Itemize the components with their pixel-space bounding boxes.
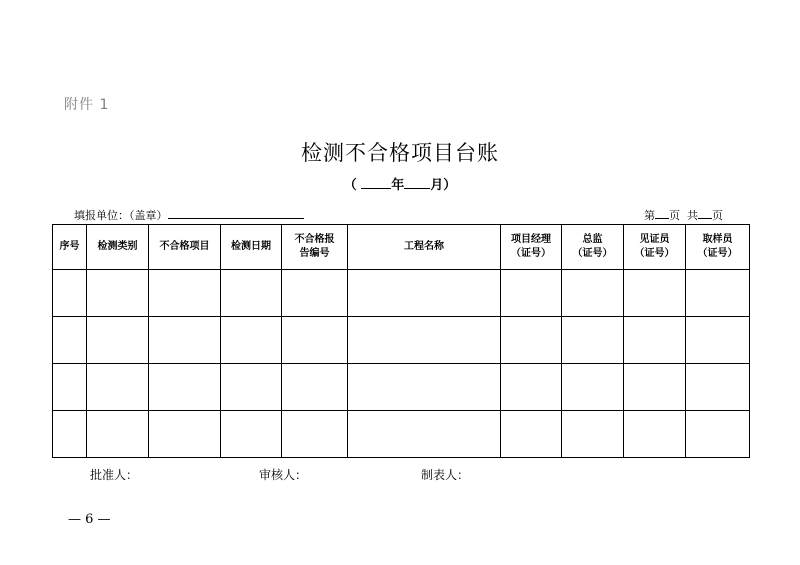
- table-body: [53, 270, 750, 458]
- month-blank: [404, 176, 430, 189]
- column-header: [221, 225, 282, 270]
- table-cell[interactable]: [501, 364, 562, 411]
- attachment-label: 附件 1: [64, 97, 110, 113]
- table-cell[interactable]: [221, 317, 282, 364]
- column-header-text: 检测日期: [231, 241, 271, 252]
- table-cell[interactable]: [624, 317, 686, 364]
- table-cell[interactable]: [501, 270, 562, 317]
- period-open: （: [343, 178, 357, 193]
- table-cell[interactable]: [221, 364, 282, 411]
- total-blank: [698, 208, 712, 219]
- table-cell[interactable]: [87, 270, 149, 317]
- month-label: 月）: [430, 178, 457, 193]
- column-header: [624, 225, 686, 270]
- column-header: [149, 225, 221, 270]
- table-cell[interactable]: [501, 411, 562, 458]
- table-cell[interactable]: [53, 270, 87, 317]
- column-header: [348, 225, 501, 270]
- table-cell[interactable]: [221, 270, 282, 317]
- table-cell[interactable]: [149, 411, 221, 458]
- table-cell[interactable]: [53, 411, 87, 458]
- column-header-text: （证号）: [511, 248, 551, 259]
- table-cell[interactable]: [282, 317, 348, 364]
- table-cell[interactable]: [624, 270, 686, 317]
- approver-label: 批准人：: [90, 468, 139, 482]
- reviewer-label: 审核人：: [259, 468, 308, 482]
- column-header-text: 检测类别: [97, 241, 138, 252]
- column-header-text: 不合格项目: [159, 241, 210, 252]
- year-label: 年: [391, 178, 405, 193]
- table-cell[interactable]: [686, 364, 750, 411]
- fill-unit-label: 填报单位：（盖章）: [74, 209, 168, 222]
- column-header: [686, 225, 750, 270]
- table-row: [53, 270, 750, 317]
- page-number: — 6 —: [68, 512, 111, 527]
- column-header-text: 序号: [59, 241, 80, 252]
- column-header: [562, 225, 624, 270]
- table-cell[interactable]: [501, 317, 562, 364]
- column-header: [87, 225, 149, 270]
- preparer-label: 制表人：: [421, 468, 470, 482]
- column-header: [501, 225, 562, 270]
- table-cell[interactable]: [87, 364, 149, 411]
- column-header-text: （证号）: [697, 248, 738, 259]
- header-row: [53, 225, 750, 270]
- table-cell[interactable]: [686, 270, 750, 317]
- column-header: [282, 225, 348, 270]
- table-cell[interactable]: [686, 411, 750, 458]
- column-header-text: 告编号: [299, 248, 330, 259]
- table-cell[interactable]: [282, 270, 348, 317]
- table-cell[interactable]: [282, 364, 348, 411]
- total-prefix: 共: [687, 209, 698, 222]
- fill-unit-blank: [168, 208, 304, 219]
- table-cell[interactable]: [562, 270, 624, 317]
- table-cell[interactable]: [87, 411, 149, 458]
- page-title: 检测不合格项目台账: [301, 141, 499, 165]
- column-header: [53, 225, 87, 270]
- table-cell[interactable]: [87, 317, 149, 364]
- table-cell[interactable]: [624, 364, 686, 411]
- table-cell[interactable]: [282, 411, 348, 458]
- table-cell[interactable]: [221, 411, 282, 458]
- year-blank: [361, 176, 391, 189]
- period-line: [0, 174, 800, 193]
- table-cell[interactable]: [348, 411, 501, 458]
- table-row: [53, 411, 750, 458]
- column-header-text: （证号）: [634, 248, 675, 259]
- fill-unit-row: [74, 207, 304, 223]
- page-info: [644, 207, 723, 223]
- page-prefix: 第: [644, 209, 655, 222]
- table-cell[interactable]: [53, 364, 87, 411]
- table-cell[interactable]: [686, 317, 750, 364]
- table-cell[interactable]: [562, 364, 624, 411]
- table-cell[interactable]: [53, 317, 87, 364]
- table-cell[interactable]: [348, 317, 501, 364]
- column-header-text: 取样员: [702, 234, 733, 245]
- ledger-table: [52, 224, 750, 458]
- table-cell[interactable]: [562, 411, 624, 458]
- column-header-text: 不合格报: [294, 234, 335, 245]
- table-cell[interactable]: [348, 270, 501, 317]
- page-suffix: 页: [669, 209, 680, 222]
- table-cell[interactable]: [348, 364, 501, 411]
- table-cell[interactable]: [149, 364, 221, 411]
- table-cell[interactable]: [624, 411, 686, 458]
- table-row: [53, 364, 750, 411]
- table-cell[interactable]: [562, 317, 624, 364]
- column-header-text: （证号）: [572, 248, 613, 259]
- column-header-text: 总监: [582, 234, 603, 245]
- column-header-text: 工程名称: [404, 241, 444, 252]
- table-row: [53, 317, 750, 364]
- table-cell[interactable]: [149, 317, 221, 364]
- column-header-text: 见证员: [639, 234, 670, 245]
- table-cell[interactable]: [149, 270, 221, 317]
- total-suffix: 页: [712, 209, 723, 222]
- page-blank: [655, 208, 669, 219]
- column-header-text: 项目经理: [511, 234, 551, 245]
